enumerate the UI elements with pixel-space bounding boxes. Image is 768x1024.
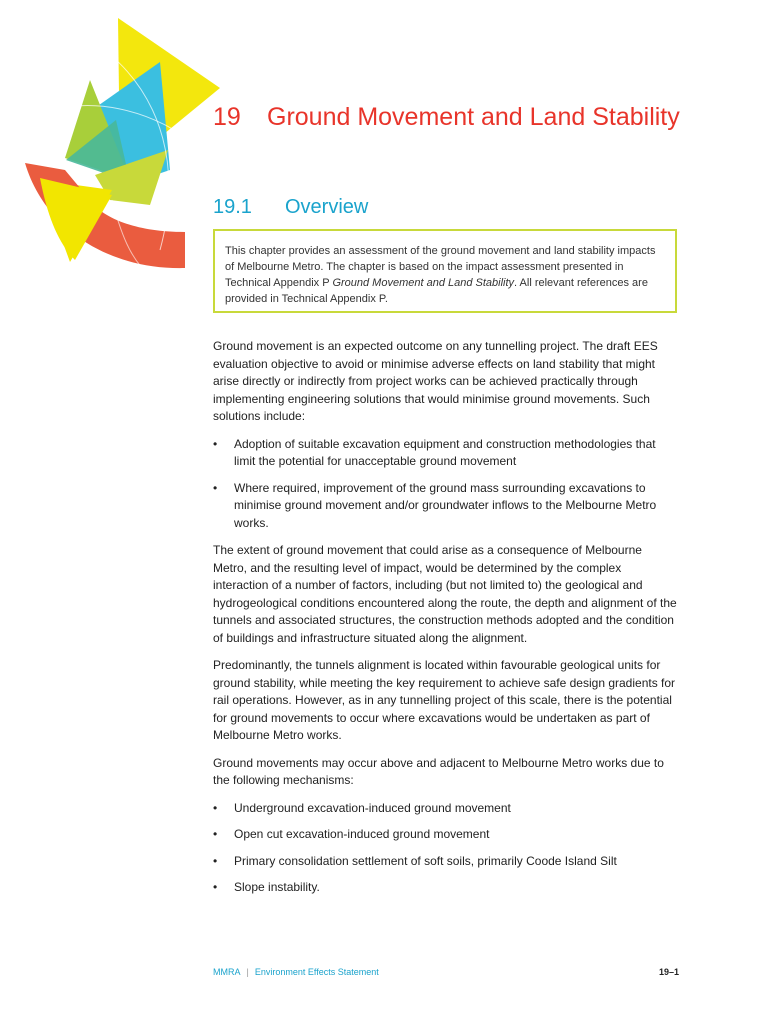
summary-text-before: This chapter provides an assessment of the ground movement and land stability impacts of Melbourne Metro. The chapter is based on the impact assessment presented in Technical Appendix P: [225, 245, 656, 289]
list-item: • Where required, improvement of the ground mass surrounding excavations to minimise ground movement and/or groundwater inflows to the Melbourne Metro works.: [213, 480, 679, 533]
list-item: • Slope instability.: [213, 879, 679, 897]
section-title-text: Overview: [285, 196, 369, 218]
section-number: 19.1: [213, 196, 252, 218]
paragraph-4: Ground movements may occur above and adjacent to Melbourne Metro works due to the following mechanisms:: [213, 755, 664, 787]
footer-separator: |: [246, 967, 249, 977]
page-footer: [213, 966, 679, 978]
list-item: • Underground excavation-induced ground movement: [213, 800, 679, 818]
list-item: • Open cut excavation-induced ground movement: [213, 826, 679, 844]
chapter-title-text: Ground Movement and Land Stability: [267, 103, 680, 131]
footer-org: MMRA: [213, 967, 241, 977]
chapter-summary-box: [213, 229, 677, 313]
footer-document-title: Environment Effects Statement: [254, 967, 379, 977]
section-title: [213, 194, 368, 220]
page-number: 19–1: [658, 967, 679, 977]
paragraph-1: Ground movement is an expected outcome on any tunnelling project. The draft EES evaluation objective to avoid or minimise adverse effects on land stability that might arise directly or indirectly from project works can be achieved practically through implementing engineering solutions that would minimise ground movements. Such solutions include:: [213, 339, 658, 423]
chapter-number: 19: [213, 103, 241, 131]
summary-italic-ref: Ground Movement and Land Stability: [332, 277, 515, 289]
mmra-logo: [0, 0, 240, 300]
list-item: • Primary consolidation settlement of soft soils, primarily Coode Island Silt: [213, 853, 679, 871]
mechanisms-list: [213, 800, 679, 897]
solutions-list: [213, 436, 679, 533]
paragraph-3: Predominantly, the tunnels alignment is located within favourable geological units for ground stability, while meeting the key requirement to achieve safe design gradients for rail operations. However, as in any tunnelling project of this scale, there is the potential for ground movements to occur where excavations would be undertaken as part of Melbourne Metro works.: [213, 658, 676, 742]
body-text: [213, 338, 679, 907]
list-item: • Adoption of suitable excavation equipment and construction methodologies that limit the potential for unacceptable ground movement: [213, 436, 679, 471]
paragraph-2: The extent of ground movement that could arise as a consequence of Melbourne Metro, and the resulting level of impact, would be determined by the complex interaction of a number of factors, including (but not limited to) the geological and hydrogeological conditions encountered along the route, the depth and alignment of the tunnels and associated structures, the construction methods adopted and the condition of buildings and infrastructure situated along the alignment.: [213, 543, 677, 645]
summary-text-after: . All relevant references are provided in Technical Appendix P.: [225, 277, 648, 305]
chapter-title: [213, 101, 683, 133]
